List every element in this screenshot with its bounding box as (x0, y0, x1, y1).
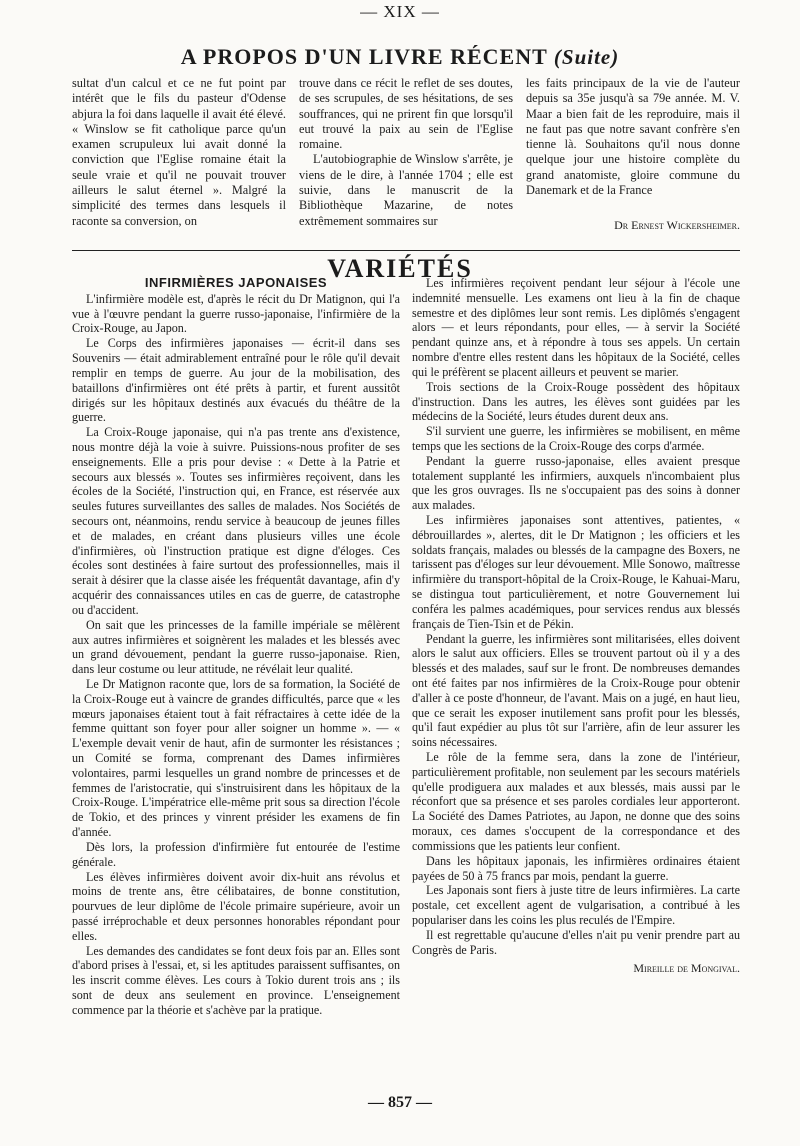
paragraph: Le Dr Matignon raconte que, lors de sa formation, la Société de la Croix-Rouge eut à vaincre de grandes difficultés, parce que « les mœurs japonaises étaient tout à fait réfractaires à cette idée de la femme quittant son foyer pour aller soigner un homme ». — « L'exemple devait venir de haut, afin de surmonter les résistances ; un Comité se forma, comprenant des Dames infirmières volontaires, parmi lesquelles un grand nombre de princesses et de femmes de l'aristocratie, qui s'instruisirent dans les hôpitaux de la Croix-Rouge. L'impératrice elle-même prit sous sa direction l'école de Tokio, et des princes y vinrent présider les examens de fin d'année. (72, 676, 400, 840)
article-title (0, 44, 800, 70)
article-title-text: A PROPOS D'UN LIVRE RÉCENT (180, 44, 548, 69)
main-column-right (412, 276, 740, 1094)
paragraph: L'infirmière modèle est, d'après le récit du Dr Matignon, qui l'a vue à l'œuvre pendant la guerre russo-japonaise, l'infirmière de la Croix-Rouge, au Japon. (72, 291, 400, 336)
paragraph: Dès lors, la profession d'infirmière fut entourée de l'estime générale. (72, 839, 400, 869)
paragraph: Trois sections de la Croix-Rouge possèdent des hôpitaux d'instruction. Dans les autres, les élèves sont guidées par les médecins de la Société, leurs études durent deux ans. (412, 379, 740, 424)
paragraph: On sait que les princesses de la famille impériale se mêlèrent aux autres infirmières et soignèrent les malades et les blessés avec un grand dévouement, pendant la guerre russo-japonaise. Rien, dans leur costume ou leur attitude, ne révélait leur qualité. (72, 617, 400, 677)
paragraph: trouve dans ce récit le reflet de ses doutes, de ses scrupules, de ses hésitations, de ses souffrances, qui ne prirent fin que lorsqu'il eut trouvé la paix au sein de l'Eglise romaine. (299, 76, 513, 152)
paragraph: Les infirmières reçoivent pendant leur séjour à l'école une indemnité mensuelle. Les examens ont lieu à la fin de chaque semestre et des diplômes leur sont remis. Les diplômés s'engagent alors — et leurs répondants, pour elles, — à servir la Société pendant quinze ans, et à répondre à tous ses appels. Un certain nombre d'entre elles restent dans les hôpitaux de la Société, celles qui le préfèrent se placent ailleurs et peuvent se marier. (412, 276, 740, 379)
paragraph: les faits principaux de la vie de l'auteur depuis sa 35e jusqu'à sa 79e année. M. V. Maar a bien fait de les reproduire, mais il ne faut pas que notre savant confrère s'en tienne là. Souhaitons qu'il nous donne quelque jour une histoire complète du grand anatomiste, gloire commune du Danemark et de la France (526, 76, 740, 198)
paragraph: Il est regrettable qu'aucune d'elles n'ait pu venir prendre part au Congrès de Paris. (412, 927, 740, 957)
paragraph: Les infirmières japonaises sont attentives, patientes, « débrouillardes », alertes, dit le Dr Matignon ; les officiers et les soldats français, malades ou blessés de la campagne des Boxers, ne tarissent pas d'éloges sur leur dévouement. Mlle Sonowo, maîtresse infirmière du transport-hôpital de la Croix-Rouge, le Kahuai-Maru, se distingua tout particulièrement, et notre Gouvernement lui conféra les palmes académiques, pour services rendus aux blessés français de Tien-Tsin et de Pékin. (412, 513, 740, 631)
top-column-3 (526, 76, 740, 246)
top-article-columns (72, 76, 740, 246)
section-divider (72, 250, 740, 251)
page-number: — 857 — (368, 1094, 432, 1111)
main-article-columns (72, 276, 740, 1094)
paragraph: Pendant la guerre russo-japonaise, elles avaient presque totalement supplanté les infirmiers, auxquels n'incombaient plus que les gros ouvrages. Ils ne s'occupaient pas des soins à donner aux malades. (412, 453, 740, 513)
paragraph: Les Japonais sont fiers à juste titre de leurs infirmières. La carte postale, cet excellent agent de vulgarisation, a contribué à les populariser dans les coins les plus reculés de l'Empire. (412, 883, 740, 927)
paragraph: S'il survient une guerre, les infirmières se mobilisent, en même temps que les sections de la Croix-Rouge des corps d'armée. (412, 424, 740, 453)
article-title-suffix: (Suite) (553, 45, 620, 69)
article-subtitle: INFIRMIÈRES JAPONAISES (144, 275, 328, 290)
paragraph: Pendant la guerre, les infirmières sont militarisées, elles doivent alors le salut aux officiers. Elles se trouvent partout où il y a des blessés et des malades, sauf sur le front. De nombreuses demandes ont été faites par nos infirmières de la Croix-Rouge pour obtenir d'aller à ce poste d'honneur, de l'avant. Mais on a jugé, en haut lieu, que ce serait les exposer inutilement sans profit pour les blessés, qu'il faut expédier au plus tôt sur l'arrière, afin de leur assurer les soins nécessaires. (412, 631, 740, 750)
section-title: VARIÉTÉS (327, 254, 473, 283)
paragraph: Dans les hôpitaux japonais, les infirmières ordinaires étaient payées de 50 à 75 francs par mois, pendant la guerre. (412, 853, 740, 883)
paragraph: Le rôle de la femme sera, dans la zone de l'intérieur, particulièrement profitable, non seulement par les secours matériels qu'elle prodiguera aux malades et aux blessés, mais aussi par le réconfort que sa présence et ses paroles cordiales leur apporteront. La Société des Dames Patriotes, au Japon, ne donne que des soins moraux, ces dames s'occupent de la correspondance et des commissions que les patients leur confient. (412, 750, 740, 853)
paragraph: Les demandes des candidates se font deux fois par an. Elles sont d'abord prises à l'essai, et, si les aptitudes paraissent suffisantes, on les inscrit comme élèves. Les cours à Tokio durent trois ans ; ils sont de deux ans seulement en province. L'enseignement commence par la théorie et s'achève par la pratique. (72, 943, 400, 1017)
top-column-2 (299, 76, 513, 246)
top-column-1 (72, 76, 286, 246)
paragraph: Les élèves infirmières doivent avoir dix-huit ans révolus et moins de trente ans, être célibataires, de bonne constitution, pourvues de leur diplôme de l'école primaire supérieure, avoir un passé irréprochable et deux personnes honorables répondant pour elles. (72, 869, 400, 943)
author-signature: Mireille de Mongival. (633, 961, 740, 976)
running-head: — XIX — (360, 2, 440, 21)
paragraph: Le Corps des infirmières japonaises — écrit-il dans ses Souvenirs — était admirablement entraîné pour le rôle qu'il devait remplir en temps de guerre. Au jour de la mobilisation, des bataillons d'infirmières ont été prêts à partir, et furent aussitôt dirigés sur les hôpitaux destinés aux évacués du théâtre de la guerre. (72, 336, 400, 425)
author-signature: Dr Ernest Wickersheimer. (614, 218, 740, 233)
paragraph: La Croix-Rouge japonaise, qui n'a pas trente ans d'existence, nous montre déjà la voie à suivre. Puissions-nous profiter de ses enseignements. Elle a pris pour devise : « Dette à la Patrie et secours aux blessés ». Toutes ses infirmières reçoivent, dans les écoles de la Société, l'instruction qui, en France, est réservée aux seules futures surveillantes des salles de malades. Nos Sociétés de secours ont, néanmoins, rendu service à beaucoup de jeunes filles et de malades, en créant dans plusieurs villes une école d'infirmières, où l'instruction pratique est digne d'éloges. Ces écoles sont destinées à faire surtout des professionnelles, mais il serait à désirer que la classe aisée les fréquentât davantage, afin d'y acquérir des connaissances utiles en cas de guerre, de catastrophe ou d'accident. (72, 425, 400, 617)
paragraph: sultat d'un calcul et ce ne fut point par intérêt que le fils du pasteur d'Odense abjura la foi dans laquelle il avait été élevé. « Winslow se fit catholique parce qu'un examen scrupuleux lui avait donné la conviction que l'Eglise romaine était la seule vraie et qu'il ne pouvait trouver ailleurs le salut éternel ». Malgré la simplicité des termes dans lesquels il raconte sa conversion, on (72, 76, 286, 228)
paragraph: L'autobiographie de Winslow s'arrête, je viens de le dire, à l'année 1704 ; elle est suivie, dans le manuscrit de la Bibliothèque Mazarine, de notes extrêmement sommaires sur (299, 152, 513, 228)
main-column-left (72, 276, 400, 1094)
